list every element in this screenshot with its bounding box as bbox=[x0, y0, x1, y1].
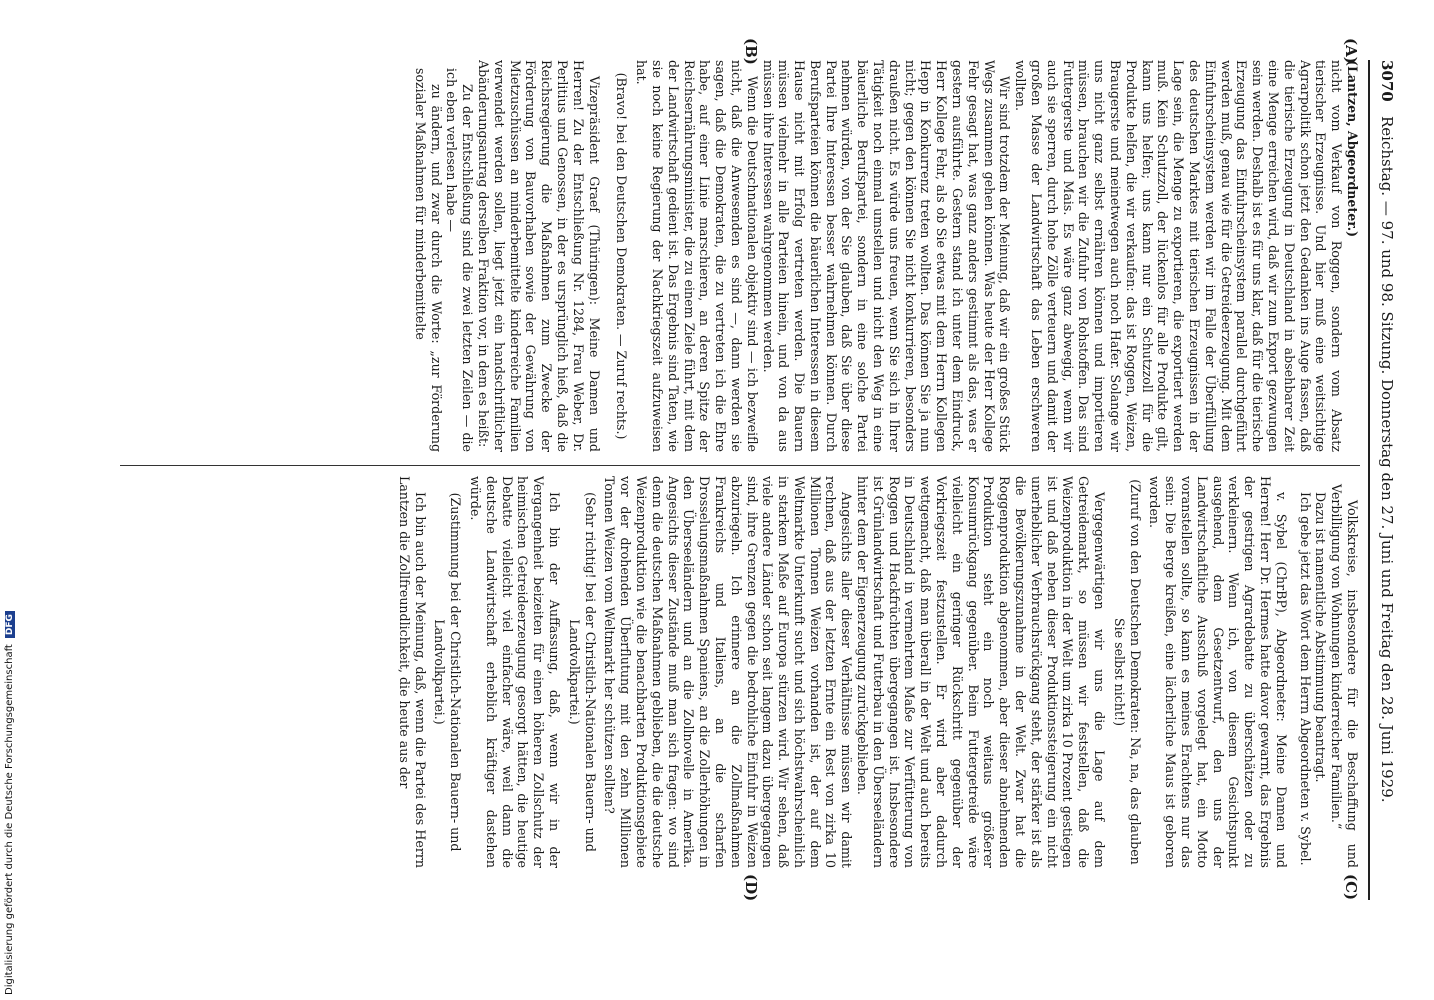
paragraph: Dazu ist namentliche Abstimmung beantragt. bbox=[1313, 492, 1329, 783]
paragraph: nicht vom Verkauf von Roggen, sondern vom Absatz tierischer Erzeugnisse. Und hier muß eine weitsichtige Agrarpolitik schon jetzt den Gedanken ins Auge fassen, daß die tierische Erzeugung in Deutschland in absehbarer Zeit eine Menge erreichen wird, daß wir zum Export gezwungen sein werden. Deshalb ist es für uns klar, daß für die tierische Erzeugung das Einfuhrscheinsystem parallel durchgeführt werden muß, genau wie für die Getreideerzeugung. Mit dem Einfuhrscheinsystem werden wir im Falle der Überfüllung des deutschen Marktes mit tierischen Erzeugnissen in der Lage sein, die Menge zu exportieren, die exportiert werden muß. Kein Schutzzoll, der lückenlos für alle Produkte gilt, kann uns helfen; uns kann nur ein Schutzzoll für die Produkte helfen, die wir verkaufen: das ist Roggen, Weizen, Braugerste und meinetwegen auch noch Hafer. Solange wir uns nicht ganz selbst ernähren können und importieren müssen, brauchen wir die Zufuhr von Rohstoffen. Das sind Futtergerste und Mais. Es wäre ganz abwegig, wenn wir auch sie sperren, durch hohe Zölle verteuern und damit der großen Masse der Landwirtschaft das Leben erschweren wollten. bbox=[1013, 60, 1345, 452]
funding-notice-text: Digitalisierung gefördert durch die Deutsche Forschungsgemeinschaft bbox=[4, 644, 15, 995]
column-rule bbox=[120, 465, 1360, 466]
paragraph: Vizepräsident Graef (Thüringen): Meine Damen und Herren! Zu der Entschließung Nr. 1284, Frau Weber, Dr. Perlitius und Genossen, in der es ursprünglich hieß, daß die Reichsregierung die Maßnahmen zum Zwecke der Förderung von Bauvorhaben sowie der Gewährung von Mietzuschüssen an minderbemittelte kinderreiche Familien verwendet werden sollen, liegt jetzt ein handschriftlicher Abänderungsantrag derselben Fraktion vor, in dem es heißt: bbox=[475, 60, 602, 452]
right-column bbox=[100, 476, 1360, 868]
page-number: 3070 bbox=[1378, 60, 1396, 102]
quote-paragraph: zu ändern, und zwar durch die Worte: „zur Förderung sozialer Maßnahmen für minderbemittelte bbox=[412, 68, 444, 452]
interjection: (Zustimmung bei der Christlich-Nationalen Bauern- und Landvolkpartei.) bbox=[432, 492, 464, 852]
quote-paragraph: Zu der Entschließung sind die zwei letzten Zeilen — die ich eben verlesen habe — bbox=[444, 68, 476, 452]
paragraph: Angesichts aller dieser Verhältnisse müssen wir damit rechnen, daß aus der letzten Ernte ein Rest von zirka 10 Millionen Tonnen Weizen vorhanden ist, der auf dem Weltmarkte Unterkunft sucht und sich höchstwahrscheinlich in starkem Maße auf Europa stürzen wird. Wir sehen, daß viele andere Länder schon seit langem dazu übergegangen sind, ihre Grenzen gegen die bedrohliche Einfuhr in Weizen abzuriegeln. Ich erinnere an die Zollmaßnahmen Frankreichs und Italiens, an die scharfen Drosselungsmaßnahmen Spaniens, an die Zollerhöhungen in den Überseeländern und an die Zollnovelle in Amerika. Angesichts dieser Zustände muß man sich fragen: wo sind denn die deutschen Maßnahmen geblieben, die die deutsche Weizenproduktion wie die benachbarten Produktionsgebiete vor der drohenden Überflutung mit den zehn Millionen Tonnen Weizen vom Weltmarkt her schützen sollten? bbox=[602, 476, 855, 868]
quote-paragraph: Volkskreise, insbesondere für die Beschaffung und Verbilligung von Wohnungen kinderreicher Familien.“ bbox=[1329, 484, 1360, 868]
spacer bbox=[1289, 476, 1297, 868]
spacer bbox=[602, 60, 610, 452]
digitization-sidebar bbox=[2, 0, 16, 1000]
interjection: (Sehr richtig! bei der Christlich-Nationalen Bauern- und Landvolkpartei.) bbox=[566, 492, 598, 852]
paragraph: Ich bin auch der Meinung, daß, wenn die Partei des Herrn Lantzen die Zollfreundlichkeit, die heute aus der bbox=[396, 476, 428, 868]
page-header bbox=[1370, 60, 1400, 900]
scanned-page bbox=[90, 38, 1400, 902]
dfg-logo: DFG bbox=[5, 611, 15, 638]
running-head: Reichstag. — 97. und 98. Sitzung. Donnerstag den 27. Juni und Freitag den 28. Juni 1929. bbox=[1378, 116, 1396, 803]
speaker-label: (Lantzen, Abgeordneter.) bbox=[1345, 60, 1360, 238]
margin-letter-a: (A) bbox=[1342, 38, 1360, 64]
paragraph: v. Sybel (ChrBP), Abgeordneter: Meine Damen und Herren! Herr Dr. Hermes hatte davor gewarnt, das Ergebnis der gestrigen Agrardebatte zu überschätzen oder zu verkleinern. Wenn ich, von diesem Gesichtspunkt ausgehend, dem Gesetzentwurf, den uns der Landwirtschaftliche Ausschuß vorgelegt hat, ein Motto voranstellen sollte, so kann es meines Erachtens nur das sein: Die Berge kreißen, eine lächerliche Maus ist geboren worden. bbox=[1147, 476, 1289, 868]
left-column bbox=[100, 60, 1360, 452]
margin-letter-d: (D) bbox=[742, 874, 760, 902]
interjection: (Bravo! bei den Deutschen Demokraten. — Zuruf rechts.) bbox=[614, 72, 630, 440]
interjection: (Zuruf von den Deutschen Demokraten: Na, na, das glauben Sie selbst nicht!) bbox=[1111, 479, 1143, 865]
header-rule bbox=[1368, 60, 1370, 900]
margin-letter-c: (C) bbox=[1342, 874, 1360, 901]
paragraph: Wenn die Deutschnationalen objektiv sind — ich bezweifle nicht, daß die Anwesenden es sind —, dann werden sie sagen, daß die Demokraten, die zu vertreten ich die Ehre habe, auf einer Linie marschieren, an deren Spitze der Reichsernährungsminister, die zu einem Ziele führt, mit dem der Landwirtschaft gedient ist. Das Ergebnis sind Taten, wie sie noch keine Regierung der Nachkriegszeit aufzuweisen hat. bbox=[634, 60, 760, 452]
funding-notice bbox=[4, 611, 15, 995]
paragraph: Ich bin der Auffassung, daß, wenn wir in der Vergangenheit beizeiten für einen höheren Zollschutz der heimischen Getreideerzeugung gesorgt hätten, die heutige Debatte vielleicht viel einfacher wäre, weil dann die deutsche Landwirtschaft erheblich kräftiger dastehen würde. bbox=[467, 476, 562, 868]
paragraph: Vergegenwärtigen wir uns die Lage auf dem Getreidemarkt, so müssen wir feststellen, daß die Weizenproduktion in der Welt um zirka 10 Prozent gestiegen ist und daß neben dieser Produktionssteigerung ein nicht unerheblicher Verbrauchsrückgang steht, der stärker ist als die Bevölkerungszunahme in der Welt. Zwar hat die Roggenproduktion abgenommen, aber dieser abnehmenden Produktion steht ein noch weitaus größerer Konsumrückgang gegenüber. Beim Futtergetreide wäre vielleicht ein geringer Rückschritt gegenüber der Vorkriegszeit festzustellen. Er wird aber dadurch wettgemacht, daß man überall in der Welt und auch bereits in Deutschland in vermehrtem Maße zur Verfütterung von Roggen und Hackfrüchten übergegangen ist. Insbesondere ist Grünlandwirtschaft und Futterbau in den Überseeländern hinter dem der Eigenerzeugung zurückgeblieben. bbox=[855, 476, 1108, 868]
paragraph: Ich gebe jetzt das Wort dem Herrn Abgeordneten v. Sybel. bbox=[1297, 492, 1313, 866]
margin-letter-b: (B) bbox=[742, 38, 760, 65]
paragraph: Wir sind trotzdem der Meinung, daß wir ein großes Stück Wegs zusammen gehen können. Was heute der Herr Kollege Fehr gesagt hat, was ganz anders gestimmt als das, was er gestern ausführte. Gestern stand ich unter dem Eindruck, Herr Kollege Fehr, als ob Sie etwas mit dem Herrn Kollegen Hepp in Konkurrenz treten wollten. Das können Sie ja nun nicht; gegen den können Sie nicht konkurrieren, besonders draußen nicht. Es würde uns freuen, wenn Sie sich in Ihrer Tätigkeit noch einmal umstellen und nicht den Weg in eine bäuerliche Berufspartei, sondern in eine solche Partei nehmen würden, von der Sie glauben, daß Sie über diese Partei Ihre Interessen besser wahrnehmen können. Durch Berufsparteien können die bäuerlichen Interessen in diesem Hause nicht mit Erfolg vertreten werden. Die Bauern müssen vielmehr in alle Parteien hinein, und von da aus müssen ihre Interessen wahrgenommen werden. bbox=[760, 60, 1013, 452]
